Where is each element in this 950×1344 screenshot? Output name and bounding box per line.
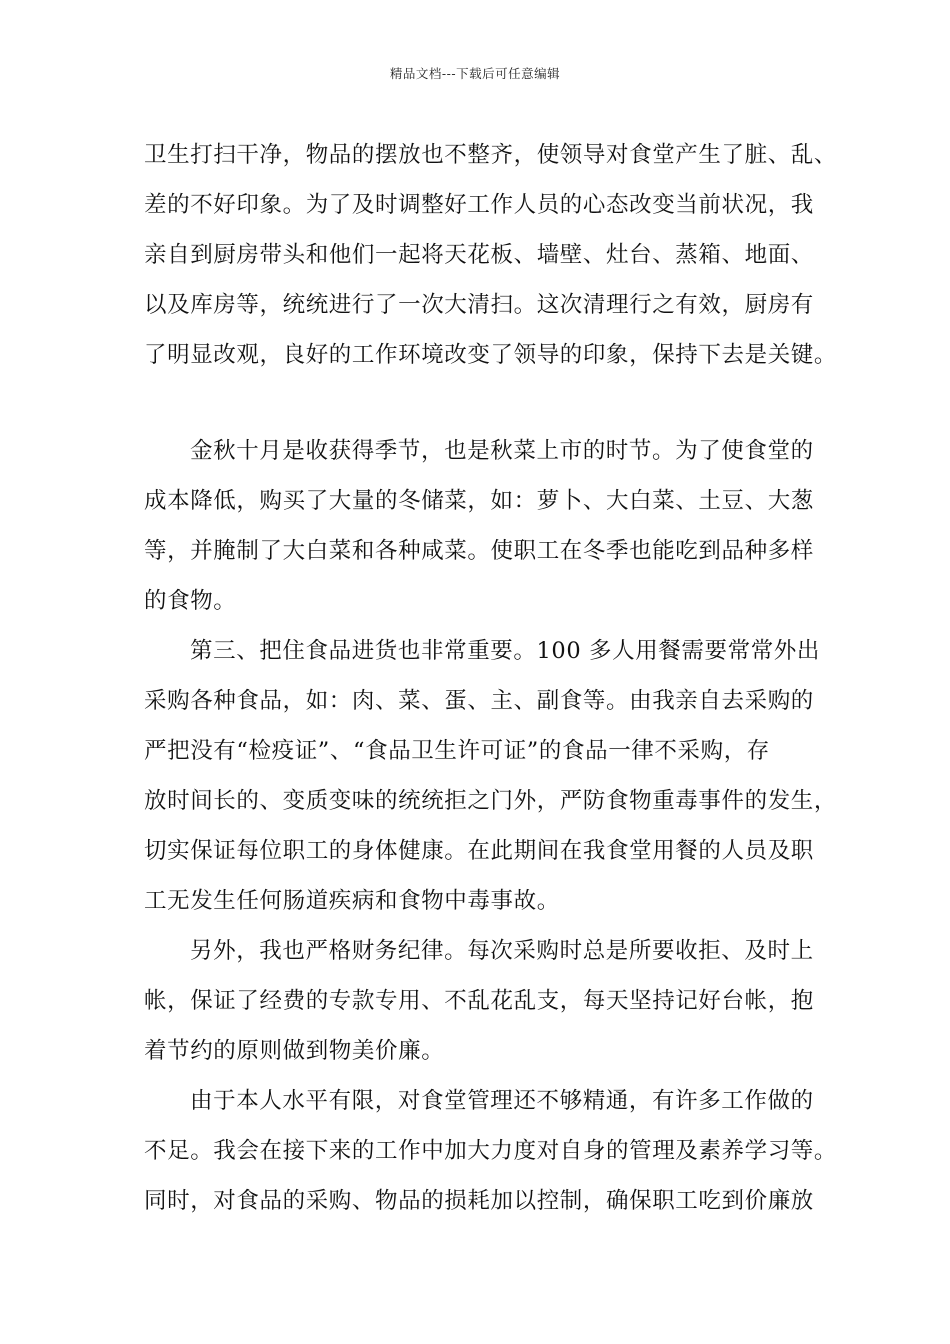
text-line: 差的不好印象。为了及时调整好工作人员的心态改变当前状况，我: [144, 192, 814, 218]
paragraph-2: [144, 426, 824, 626]
text-line: 以及库房等，统统进行了一次大清扫。这次清理行之有效，厨房有: [144, 292, 814, 318]
text-line: 第三、把住食品进货也非常重要。100 多人用餐需要常常外出: [190, 638, 820, 664]
text-line: 严把没有“检疫证”、“食品卫生许可证”的食品一律不采购，存: [144, 738, 770, 764]
text-line: 帐，保证了经费的专款专用、不乱花乱支，每天坚持记好台帐，抱: [144, 988, 814, 1014]
paragraph-5: [144, 1076, 838, 1226]
text-line: 放时间长的、变质变味的统统拒之门外，严防食物重毒事件的发生，: [144, 788, 838, 814]
text-line: 工无发生任何肠道疾病和食物中毒事故。: [144, 888, 560, 914]
paragraph-gap: [144, 380, 824, 426]
paragraph-4: [144, 926, 824, 1076]
text-line: 由于本人水平有限，对食堂管理还不够精通，有许多工作做的: [190, 1088, 814, 1114]
text-line: 着节约的原则做到物美价廉。: [144, 1038, 445, 1064]
text-line: 成本降低，购买了大量的冬储菜，如：萝卜、大白菜、土豆、大葱: [144, 488, 814, 514]
paragraph-3: [144, 626, 838, 926]
text-line: 的食物。: [144, 588, 237, 614]
text-line: 等，并腌制了大白菜和各种咸菜。使职工在冬季也能吃到品种多样: [144, 538, 814, 564]
paragraph-1: [144, 130, 838, 380]
page-header: 精品文档---下载后可任意编辑: [389, 66, 561, 81]
document-body: [144, 130, 838, 1226]
text-line: 切实保证每位职工的身体健康。在此期间在我食堂用餐的人员及职: [144, 838, 814, 864]
text-line: 采购各种食品，如：肉、菜、蛋、主、副食等。由我亲自去采购的: [144, 688, 814, 714]
text-line: 另外，我也严格财务纪律。每次采购时总是所要收拒、及时上: [190, 938, 814, 964]
text-line: 不足。我会在接下来的工作中加大力度对自身的管理及素养学习等。: [144, 1138, 838, 1164]
text-line: 了明显改观，良好的工作环境改变了领导的印象，保持下去是关键。: [144, 342, 838, 368]
text-line: 同时，对食品的采购、物品的损耗加以控制，确保职工吃到价廉放: [144, 1188, 814, 1214]
text-line: 金秋十月是收获得季节，也是秋菜上市的时节。为了使食堂的: [190, 438, 814, 464]
text-line: 亲自到厨房带头和他们一起将天花板、墙壁、灶台、蒸箱、地面、: [144, 242, 814, 268]
text-line: 卫生打扫干净，物品的摆放也不整齐，使领导对食堂产生了脏、乱、: [144, 142, 838, 168]
